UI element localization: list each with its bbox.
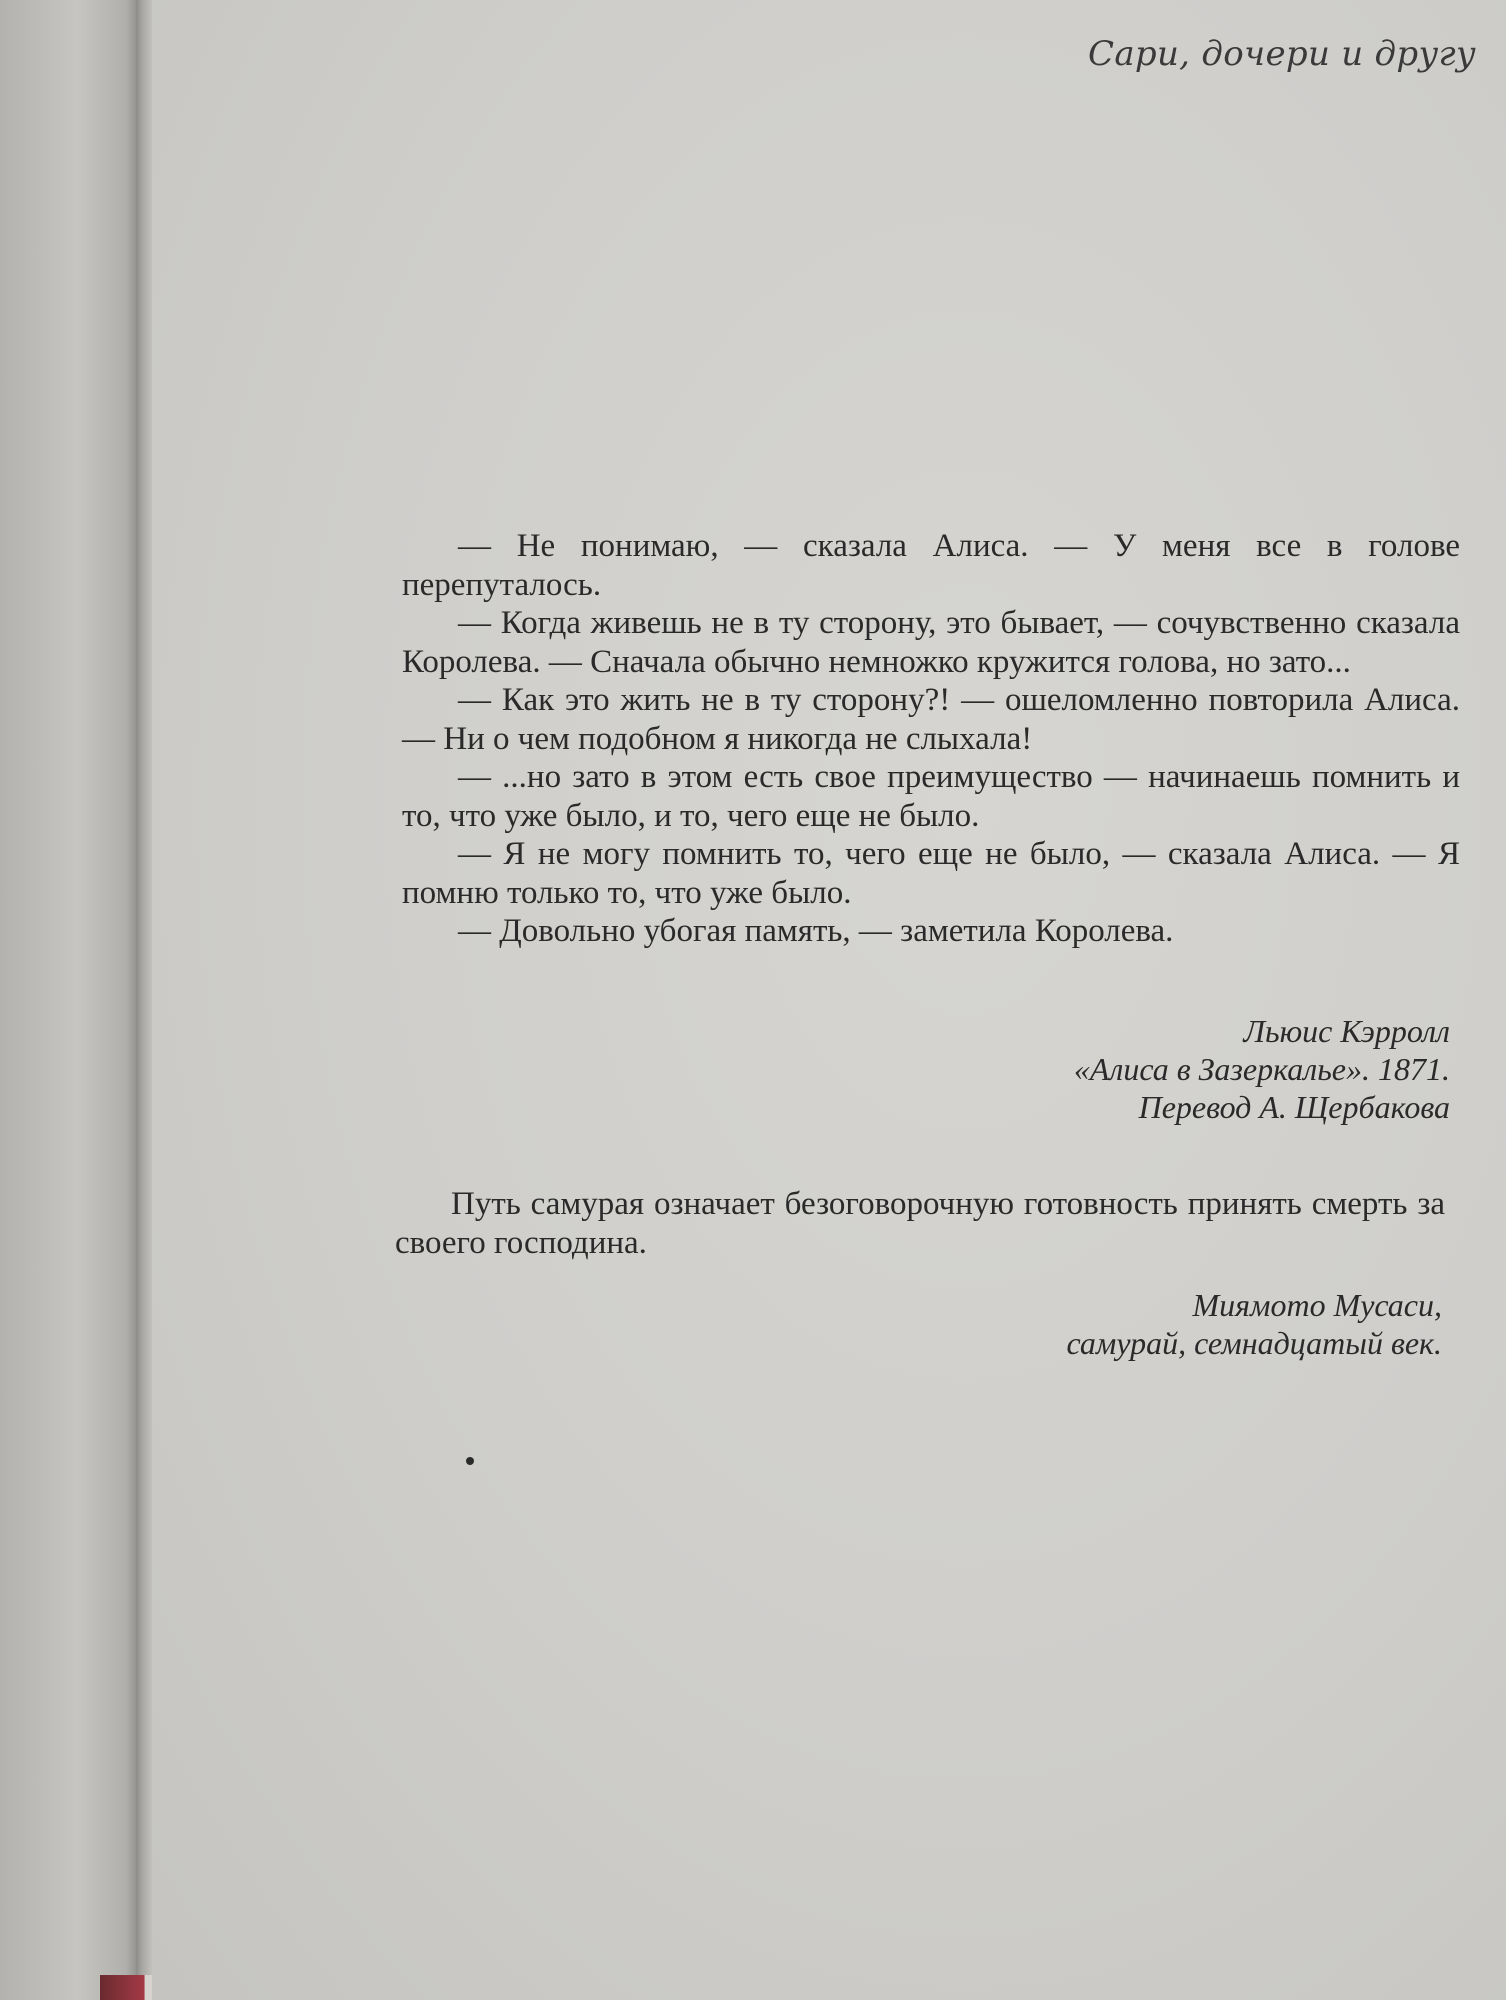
left-page-edge	[0, 0, 140, 2000]
dialogue-line: — Когда живешь не в ту сторону, это бывает, — сочувственно сказала Королева. — Сначала обычно немножко кружится голова, но зато...	[402, 605, 1460, 680]
attribution-musashi	[1067, 1286, 1442, 1362]
attribution-translator: Перевод А. Щербакова	[1138, 1089, 1450, 1125]
epigraph-carroll	[402, 527, 1460, 951]
epigraph-musashi	[395, 1185, 1445, 1262]
attribution-carroll	[1074, 1012, 1450, 1126]
epigraph-text: Путь самурая означает безоговорочную готовность принять смерть за своего господина.	[395, 1186, 1445, 1261]
ink-speck	[466, 1457, 474, 1465]
attribution-work: «Алиса в Зазеркалье». 1871.	[1073, 1051, 1450, 1087]
dedication: Сари, дочери и другу	[1088, 34, 1476, 74]
attribution-author: Миямото Мусаси,	[1192, 1287, 1442, 1323]
dialogue-line: — Я не могу помнить то, чего еще не было, — сказала Алиса. — Я помню только то, что уже было.	[402, 836, 1460, 911]
dialogue-line: — ...но зато в этом есть свое преимущество — начинаешь помнить и то, что уже было, и то, чего еще не было.	[402, 759, 1460, 834]
dialogue-line: — Довольно убогая память, — заметила Королева.	[458, 913, 1174, 949]
book-gutter	[136, 0, 152, 2000]
right-page	[152, 0, 1506, 2000]
dialogue-line: — Как это жить не в ту сторону?! — ошеломленно повторила Алиса. — Ни о чем подобном я никогда не слыхала!	[402, 682, 1460, 757]
attribution-description: самурай, семнадцатый век.	[1066, 1325, 1442, 1361]
attribution-author: Льюис Кэрролл	[1243, 1013, 1450, 1049]
dialogue-line: — Не понимаю, — сказала Алиса. — У меня все в голове перепуталось.	[402, 528, 1460, 603]
